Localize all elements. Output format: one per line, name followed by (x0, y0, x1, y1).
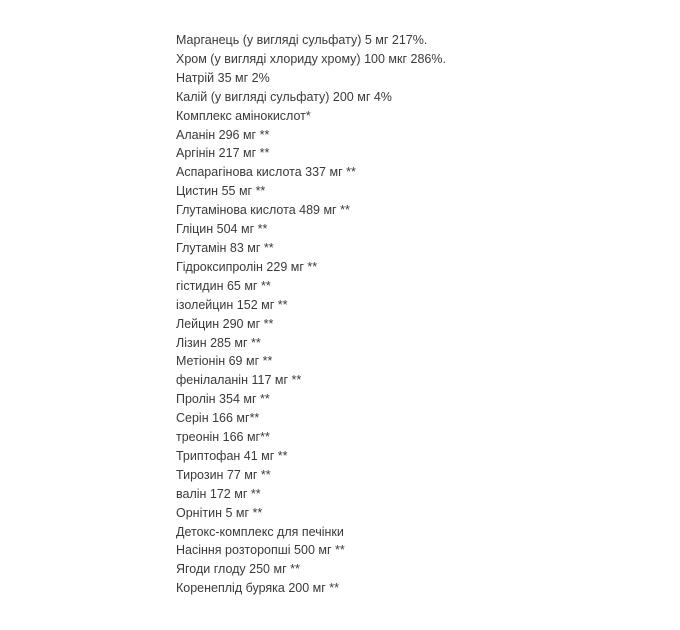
list-item: Серін 166 мг** (176, 411, 260, 426)
list-item: Насіння розторопші 500 мг ** (176, 543, 345, 558)
list-item: Глутамінова кислота 489 мг ** (176, 203, 350, 218)
nutrient-list (176, 31, 656, 598)
list-item: Глутамін 83 мг ** (176, 240, 274, 255)
section-heading: Детокс-комплекс для печінки (176, 524, 344, 539)
list-item: валін 172 мг ** (176, 486, 261, 501)
list-item: Гліцин 504 мг ** (176, 222, 268, 237)
list-item: Пролін 354 мг ** (176, 392, 270, 407)
list-item: Лейцин 290 мг ** (176, 316, 274, 331)
section-heading: Комплекс амінокислот* (176, 108, 311, 123)
list-item: фенілаланін 117 мг ** (176, 373, 302, 388)
list-item: Марганець (у вигляді сульфату) 5 мг 217%. (176, 33, 428, 47)
list-item: гістидин 65 мг ** (176, 278, 271, 293)
list-item: Хром (у вигляді хлориду хрому) 100 мкг 286%. (176, 51, 446, 66)
list-item: Аспарагінова кислота 337 мг ** (176, 165, 356, 180)
list-item: Гідроксипролін 229 мг ** (176, 259, 318, 274)
list-item: Метіонін 69 мг ** (176, 354, 273, 369)
list-item: Коренеплід буряка 200 мг ** (176, 581, 340, 596)
list-item: Калій (у вигляді сульфату) 200 мг 4% (176, 89, 392, 104)
list-item: Ягоди глоду 250 мг ** (176, 562, 300, 577)
list-item: Лізин 285 мг ** (176, 335, 261, 350)
list-item: Тирозин 77 мг ** (176, 467, 271, 482)
list-item: Триптофан 41 мг ** (176, 448, 288, 463)
list-item: Натрій 35 мг 2% (176, 70, 270, 85)
list-item: Аргінін 217 мг ** (176, 146, 270, 161)
list-item: Аланін 296 мг ** (176, 127, 270, 142)
list-item: Цистин 55 мг ** (176, 184, 266, 199)
list-item: ізолейцин 152 мг ** (176, 297, 288, 312)
list-item: треонін 166 мг** (176, 430, 270, 445)
list-item: Орнітин 5 мг ** (176, 505, 263, 520)
